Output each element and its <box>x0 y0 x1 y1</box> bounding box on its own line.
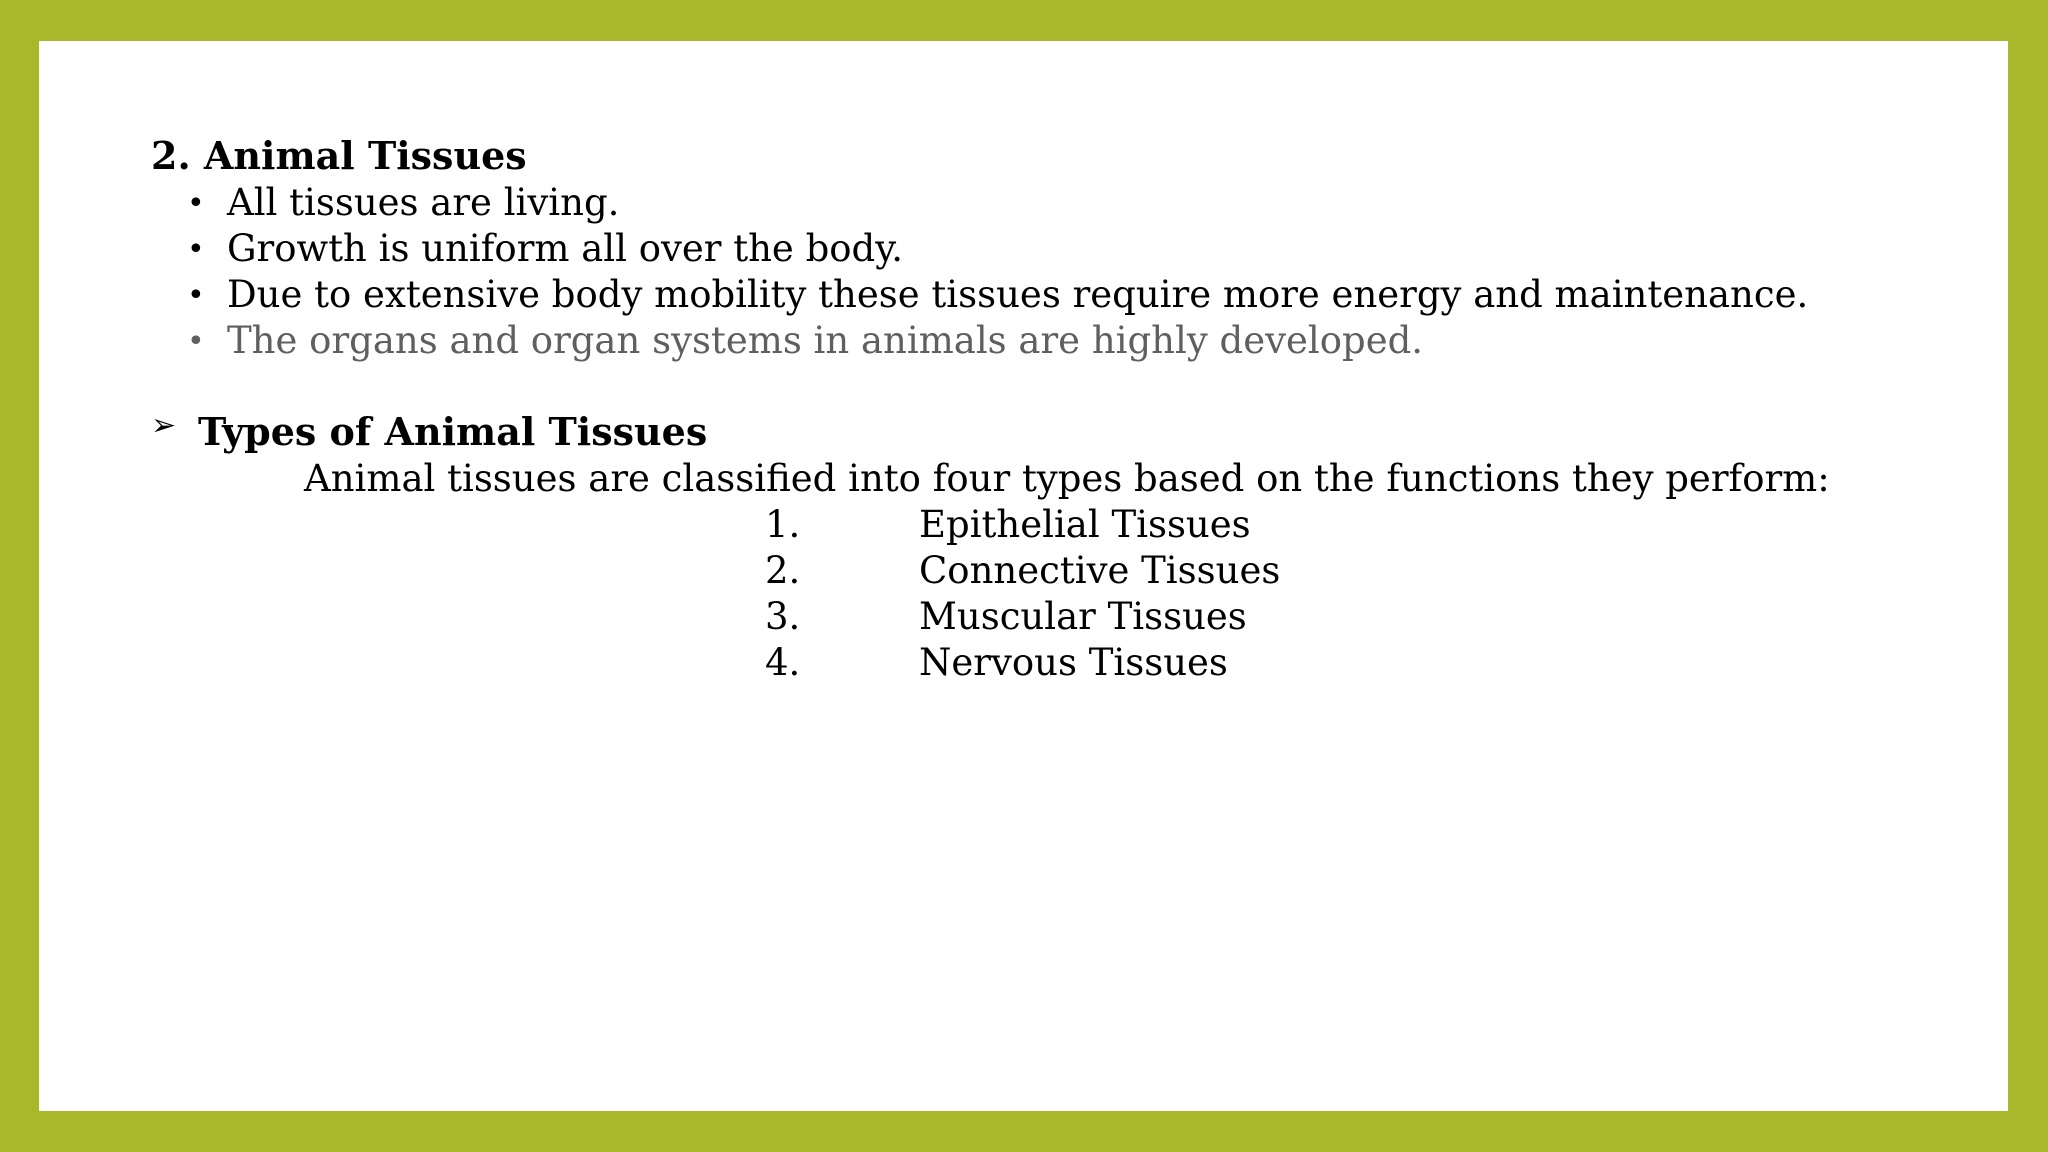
item-number: 2. <box>765 549 801 592</box>
types-intro: Animal tissues are classified into four types based on the functions they perform: <box>304 457 1830 500</box>
arrow-bullet-icon: ➢ <box>151 408 177 443</box>
types-heading: Types of Animal Tissues <box>198 409 708 454</box>
bullet-text: All tissues are living. <box>227 181 620 224</box>
item-text: Epithelial Tissues <box>919 503 1251 546</box>
item-number: 1. <box>765 503 801 546</box>
item-text: Nervous Tissues <box>919 641 1228 684</box>
bullet-dot-icon: • <box>187 186 205 221</box>
bullet-text: Growth is uniform all over the body. <box>227 227 903 270</box>
item-text: Muscular Tissues <box>919 595 1247 638</box>
item-number: 4. <box>765 641 801 684</box>
bullet-text: The organs and organ systems in animals are highly developed. <box>227 319 1424 362</box>
bullet-text: Due to extensive body mobility these tissues require more energy and maintenance. <box>227 273 1809 316</box>
item-text: Connective Tissues <box>919 549 1281 592</box>
section-heading: 2. Animal Tissues <box>151 133 527 178</box>
bullet-dot-icon: • <box>187 324 205 359</box>
bullet-dot-icon: • <box>187 232 205 267</box>
bullet-dot-icon: • <box>187 278 205 313</box>
item-number: 3. <box>765 595 801 638</box>
slide <box>39 41 2008 1111</box>
